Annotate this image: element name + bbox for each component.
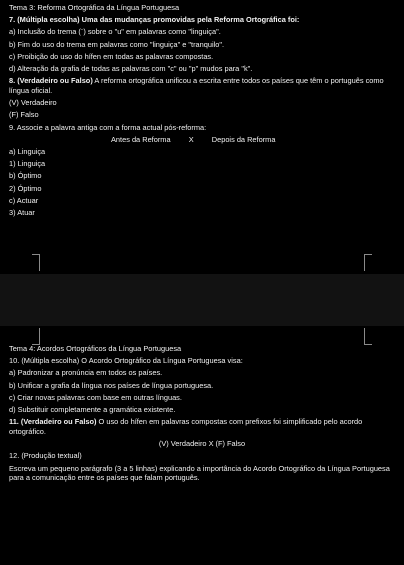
question-8-label: 8. (Verdadeiro ou Falso)	[9, 76, 93, 86]
header-after: Depois da Reforma	[211, 134, 276, 144]
header-before: Antes da Reforma	[111, 134, 171, 144]
page-break	[0, 274, 404, 326]
question-7-stem: 7. (Múltipla escolha) Uma das mudanças promovidas pela Reforma Ortográfica foi:	[9, 15, 300, 25]
question-7-option-d: d) Alteração da grafia de todas as palavras com "c" ou "p" mudos para "k".	[9, 64, 253, 74]
question-7-option-b: b) Fim do uso do trema em palavras como "linguiça" e "tranquilo".	[9, 39, 225, 49]
question-10-option-d: d) Substituir completamente a gramática existente.	[9, 405, 176, 415]
question-9-item: 2) Óptimo	[9, 183, 42, 193]
question-10-stem: 10. (Múltipla escolha) O Acordo Ortográfico da Língua Portuguesa visa:	[9, 356, 243, 366]
question-9-item: c) Actuar	[9, 195, 39, 205]
question-9-item: b) Óptimo	[9, 171, 42, 181]
page-corner-mark	[364, 328, 372, 345]
page-corner-mark	[32, 328, 40, 345]
question-7-option-a: a) Inclusão do trema (¨) sobre o "u" em palavras como "linguiça".	[9, 27, 221, 37]
question-9-item: 1) Linguiça	[9, 159, 46, 169]
question-8-stem	[9, 76, 395, 95]
question-7-option-c: c) Proibição do uso do hífen em todas as palavras compostas.	[9, 51, 214, 61]
section-title: Tema 4: Acordos Ortográficos da Língua Portuguesa	[9, 344, 182, 353]
question-11-stem	[9, 417, 395, 436]
question-8-true: (V) Verdadeiro	[9, 98, 57, 108]
question-12-stem: 12. (Produção textual)	[9, 451, 82, 461]
section-acordos	[9, 344, 395, 485]
question-11-label: 11. (Verdadeiro ou Falso)	[9, 417, 97, 427]
question-9-header	[9, 135, 395, 145]
section-reforma	[9, 3, 395, 220]
question-8-text: A reforma ortográfica unificou a escrita entre todos os países que têm o português como língua oficial.	[9, 76, 384, 95]
question-10-option-b: b) Unificar a grafia da língua nos países de língua portuguesa.	[9, 380, 214, 390]
page-corner-mark	[32, 254, 40, 271]
question-9-item: a) Linguiça	[9, 147, 46, 157]
section-title: Tema 3: Reforma Ortográfica da Língua Portuguesa	[9, 3, 180, 12]
header-x: X	[188, 134, 194, 144]
question-11-text: O uso do hífen em palavras compostas com prefixos foi simplificado pelo acordo ortográfico.	[9, 417, 363, 436]
question-10-option-c: c) Criar novas palavras com base em outras línguas.	[9, 392, 182, 402]
question-12-body: Escreva um pequeno parágrafo (3 a 5 linhas) explicando a importância do Acordo Ortográfico da Língua Portuguesa para a comunicação entre os países que falam português.	[9, 463, 390, 483]
question-8-false: (F) Falso	[9, 110, 39, 120]
page-corner-mark	[364, 254, 372, 271]
question-11-choices: (V) Verdadeiro X (F) Falso	[158, 439, 246, 449]
question-9-item: 3) Atuar	[9, 208, 35, 218]
question-9-stem: 9. Associe a palavra antiga com a forma actual pós-reforma:	[9, 122, 207, 132]
question-10-option-a: a) Padronizar a pronúncia em todos os países.	[9, 368, 163, 378]
